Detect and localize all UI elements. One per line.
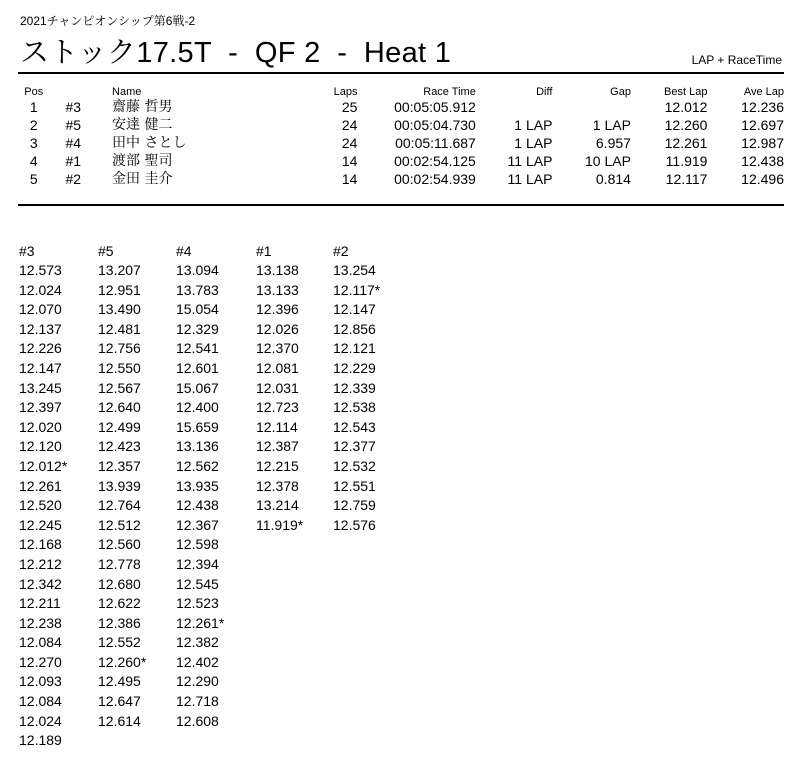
lap-time: 15.054 xyxy=(176,301,219,318)
lap-time: 12.764 xyxy=(98,497,141,514)
col-header-best-lap: Best Lap xyxy=(664,86,708,98)
lap-time: 12.378 xyxy=(256,477,299,494)
lap-time: 15.067 xyxy=(176,379,219,396)
lap-column xyxy=(176,241,254,731)
lap-time: 13.133 xyxy=(256,281,299,298)
lap-time: 12.576 xyxy=(333,516,376,533)
driver-name-cell: 安達 健二 xyxy=(112,117,173,133)
lap-time: 12.120 xyxy=(19,438,62,455)
ave-lap-cell: 12.438 xyxy=(741,153,784,169)
lap-time: 12.481 xyxy=(98,320,141,337)
lap-time: 12.084 xyxy=(19,634,62,651)
lap-time: 12.270 xyxy=(19,653,62,670)
lap-time: 12.723 xyxy=(256,399,299,416)
race-time-cell: 00:05:11.687 xyxy=(395,135,476,151)
lap-time: 12.856 xyxy=(333,320,376,337)
best-lap-cell: 12.261 xyxy=(664,135,708,151)
pos-cell: 2 xyxy=(29,117,38,133)
lap-time: 12.211 xyxy=(19,595,61,612)
lap-time: 12.245 xyxy=(19,516,62,533)
best-lap-cell: 12.012 xyxy=(664,99,708,115)
lap-time: 13.783 xyxy=(176,281,219,298)
lap-time: 12.168 xyxy=(19,536,62,553)
pos-cell: 1 xyxy=(29,99,38,115)
lap-column-header: #3 xyxy=(19,243,35,259)
lap-time: 12.560 xyxy=(98,536,141,553)
lap-time: 12.081 xyxy=(256,359,299,376)
col-header-gap: Gap xyxy=(610,86,631,98)
lap-time: 12.367 xyxy=(176,516,219,533)
gap-cell: 1 LAP xyxy=(592,117,631,133)
lap-time: 12.226 xyxy=(19,340,62,357)
lap-time: 12.117* xyxy=(333,281,381,298)
lap-time: 11.919* xyxy=(256,516,304,533)
results-header-row xyxy=(18,84,784,98)
lap-time: 12.402 xyxy=(176,653,219,670)
lap-time: 12.386 xyxy=(98,614,141,631)
results-table xyxy=(18,84,784,188)
col-header-diff: Diff xyxy=(536,86,553,98)
lap-time: 12.545 xyxy=(176,575,219,592)
col-header-number xyxy=(49,84,112,98)
lap-time: 12.756 xyxy=(98,340,141,357)
lap-column-header: #5 xyxy=(98,243,114,259)
car-number-cell: #4 xyxy=(65,135,82,151)
lap-time: 12.573 xyxy=(19,262,62,278)
lap-time: 12.614 xyxy=(98,712,141,729)
page-title: ストック17.5T - QF 2 - Heat 1 xyxy=(20,37,452,69)
lap-time: 12.400 xyxy=(176,399,219,416)
lap-time: 12.339 xyxy=(333,379,376,396)
race-time-cell: 00:05:04.730 xyxy=(394,117,476,133)
lap-time: 12.551 xyxy=(333,477,376,494)
car-number-cell: #1 xyxy=(65,153,82,169)
lap-time: 12.147 xyxy=(333,301,376,318)
col-header-laps: Laps xyxy=(333,86,358,98)
lap-time: 12.423 xyxy=(98,438,141,455)
gap-cell: 0.814 xyxy=(595,171,631,187)
lap-time: 13.935 xyxy=(176,477,219,494)
lap-time: 12.212 xyxy=(19,555,62,572)
lap-time: 12.093 xyxy=(19,673,62,690)
table-row xyxy=(18,116,784,134)
lap-time: 12.680 xyxy=(98,575,141,592)
race-time-cell: 00:02:54.939 xyxy=(394,171,476,187)
lap-time: 12.495 xyxy=(98,673,141,690)
lap-time: 12.377 xyxy=(333,438,376,455)
lap-time: 12.562 xyxy=(176,457,219,474)
lap-time: 12.532 xyxy=(333,457,376,474)
ave-lap-cell: 12.236 xyxy=(741,99,784,115)
race-time-cell: 00:02:54.125 xyxy=(394,153,476,169)
lap-column-header: #2 xyxy=(333,243,349,259)
lap-time: 15.659 xyxy=(176,418,219,435)
lap-time: 12.718 xyxy=(176,693,219,710)
lap-time: 12.394 xyxy=(176,555,219,572)
lap-time: 13.214 xyxy=(256,497,299,514)
best-lap-cell: 12.117 xyxy=(665,171,708,187)
lap-time: 12.260* xyxy=(98,653,147,670)
best-lap-cell: 11.919 xyxy=(665,153,708,169)
lap-time: 12.024 xyxy=(19,712,62,729)
lap-column xyxy=(19,241,97,751)
event-subtitle: 2021チャンピオンシップ第6戦-2 xyxy=(20,14,196,28)
lap-time: 12.640 xyxy=(98,399,141,416)
lap-time: 12.523 xyxy=(176,595,219,612)
diff-cell xyxy=(476,98,553,116)
car-number-cell: #3 xyxy=(65,99,82,115)
lap-time: 12.121 xyxy=(333,340,376,357)
lap-time: 12.543 xyxy=(333,418,376,435)
lap-time: 12.601 xyxy=(176,359,219,376)
lap-time: 12.070 xyxy=(19,301,62,318)
lap-time: 12.951 xyxy=(98,281,141,298)
lap-time: 12.357 xyxy=(98,457,141,474)
lap-column-header: #1 xyxy=(256,243,272,259)
lap-time: 12.608 xyxy=(176,712,219,729)
lap-time: 12.499 xyxy=(98,418,141,435)
lap-time: 12.438 xyxy=(176,497,219,514)
lap-time: 13.138 xyxy=(256,262,299,278)
driver-name-cell: 金田 圭介 xyxy=(112,171,173,187)
lap-time: 13.207 xyxy=(98,262,141,278)
lap-time: 12.778 xyxy=(98,555,141,572)
lap-column xyxy=(256,241,334,535)
lap-time: 12.538 xyxy=(333,399,376,416)
lap-time: 12.567 xyxy=(98,379,141,396)
lap-time: 12.031 xyxy=(256,379,299,396)
laps-cell: 25 xyxy=(341,99,358,115)
lap-time: 12.370 xyxy=(256,340,299,357)
lap-time: 12.229 xyxy=(333,359,376,376)
driver-name-cell: 田中 さとし xyxy=(112,135,187,151)
lap-time: 12.550 xyxy=(98,359,141,376)
lap-time: 12.261* xyxy=(176,614,225,631)
diff-cell: 11 LAP xyxy=(507,171,553,187)
lap-column xyxy=(333,241,411,535)
lap-time: 13.245 xyxy=(19,379,62,396)
lap-time: 12.397 xyxy=(19,399,62,416)
car-number-cell: #5 xyxy=(65,117,82,133)
lap-time: 12.084 xyxy=(19,693,62,710)
lap-time: 12.329 xyxy=(176,320,219,337)
pos-cell: 3 xyxy=(29,135,38,151)
car-number-cell: #2 xyxy=(65,171,82,187)
lap-time: 12.238 xyxy=(19,614,62,631)
lap-time: 12.020 xyxy=(19,418,62,435)
lap-time: 12.512 xyxy=(98,516,141,533)
laps-cell: 14 xyxy=(341,153,358,169)
lap-time: 12.396 xyxy=(256,301,299,318)
lap-time: 12.147 xyxy=(19,359,62,376)
lap-time: 12.382 xyxy=(176,634,219,651)
lap-time: 13.490 xyxy=(98,301,141,318)
results-divider xyxy=(18,204,784,206)
gap-cell: 10 LAP xyxy=(585,153,631,169)
lap-time: 12.261 xyxy=(19,477,62,494)
lap-time: 12.189 xyxy=(19,732,62,749)
race-time-cell: 00:05:05.912 xyxy=(394,99,476,115)
lap-time: 12.520 xyxy=(19,497,62,514)
col-header-ave-lap: Ave Lap xyxy=(743,86,784,98)
pos-cell: 4 xyxy=(29,153,38,169)
lap-time: 12.387 xyxy=(256,438,299,455)
lap-time: 12.759 xyxy=(333,497,376,514)
lap-time: 13.136 xyxy=(176,438,219,455)
table-row xyxy=(18,170,784,188)
diff-cell: 1 LAP xyxy=(514,117,553,133)
table-row xyxy=(18,134,784,152)
lap-time: 13.254 xyxy=(333,262,376,278)
lap-time: 12.541 xyxy=(176,340,219,357)
pos-cell: 5 xyxy=(29,171,38,187)
laps-cell: 24 xyxy=(341,135,358,151)
lap-time: 12.290 xyxy=(176,673,219,690)
gap-cell: 6.957 xyxy=(595,135,631,151)
diff-cell: 1 LAP xyxy=(514,135,553,151)
laps-cell: 14 xyxy=(341,171,358,187)
lap-time: 12.024 xyxy=(19,281,62,298)
lap-column xyxy=(98,241,176,731)
lap-time: 13.094 xyxy=(176,262,219,278)
lap-time: 12.647 xyxy=(98,693,141,710)
lap-time: 13.939 xyxy=(98,477,141,494)
ave-lap-cell: 12.987 xyxy=(741,135,784,151)
lap-time: 12.342 xyxy=(19,575,62,592)
lap-time: 12.137 xyxy=(19,320,62,337)
driver-name-cell: 渡部 聖司 xyxy=(112,153,173,169)
best-lap-cell: 12.260 xyxy=(664,117,708,133)
lap-time: 12.215 xyxy=(256,457,299,474)
lap-time: 12.622 xyxy=(98,595,141,612)
lap-time: 12.114 xyxy=(256,418,298,435)
lap-time: 12.552 xyxy=(98,634,141,651)
table-row xyxy=(18,98,784,116)
laps-cell: 24 xyxy=(341,117,358,133)
col-header-race-time: Race Time xyxy=(423,86,476,98)
ave-lap-cell: 12.496 xyxy=(741,171,784,187)
table-row xyxy=(18,152,784,170)
ave-lap-cell: 12.697 xyxy=(741,117,784,133)
header-divider xyxy=(18,72,784,74)
col-header-pos: Pos xyxy=(24,86,44,98)
lap-time: 12.598 xyxy=(176,536,219,553)
diff-cell: 11 LAP xyxy=(507,153,553,169)
gap-cell xyxy=(552,98,631,116)
lap-time: 12.026 xyxy=(256,320,299,337)
lap-column-header: #4 xyxy=(176,243,192,259)
col-header-name: Name xyxy=(112,86,142,98)
lap-time: 12.012* xyxy=(19,457,68,474)
driver-name-cell: 齋藤 哲男 xyxy=(112,99,173,115)
report-mode-label: LAP + RaceTime xyxy=(691,53,782,67)
